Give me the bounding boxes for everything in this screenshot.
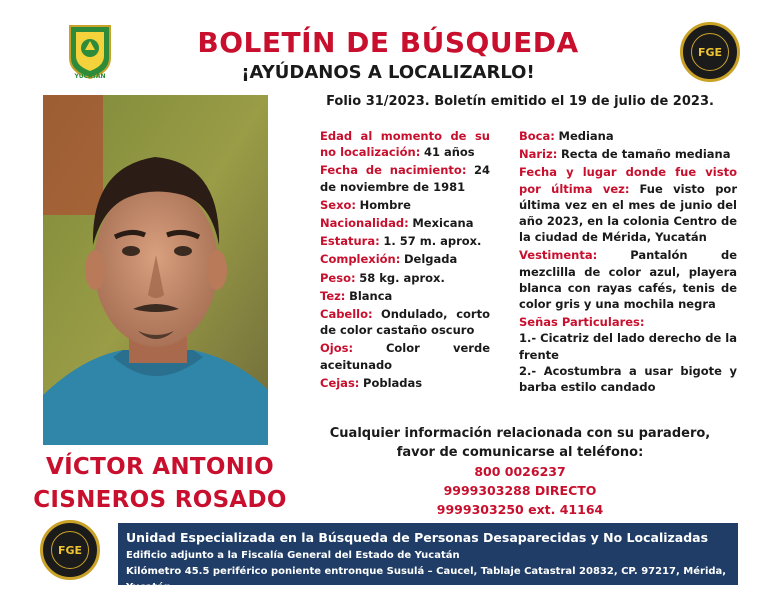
detail-clothing: Vestimenta: Pantalón de mezclilla de color azul, playera blanca con rayas cafés, tenis de color gris y una mochila negra (519, 248, 738, 312)
detail-marks-heading: Señas Particulares: (519, 315, 645, 330)
detail-last-seen: Fecha y lugar donde fue visto por última vez: Fue visto por última vez en el mes de junio del año 2023, en la colonia Centro de la ciudad de Mérida, Yucatán (519, 165, 738, 245)
fge-seal-logo-bottom (40, 520, 100, 580)
person-name-first: VÍCTOR ANTONIO (45, 454, 275, 480)
bulletin-subtitle: ¡AYÚDANOS A LOCALIZARLO! (241, 62, 535, 83)
detail-build: Complexión: Delgada (320, 252, 458, 267)
details-left-column (320, 128, 490, 393)
folio-line: Folio 31/2023. Boletín emitido el 19 de julio de 2023. (326, 94, 714, 109)
footer-address: Kilómetro 45.5 periférico poniente entronque Susulá – Caucel, Tablaje Catastral 20832, CP. 97217, Mérida, Yucatán. (126, 566, 727, 593)
detail-height: Estatura: 1. 57 m. aprox. (320, 234, 482, 249)
detail-mark-1: 1.- Cicatriz del lado derecho de la frente (519, 331, 737, 362)
fge-seal-logo (680, 22, 740, 82)
detail-eyebrows: Cejas: Pobladas (320, 375, 423, 390)
contact-block (300, 424, 740, 519)
fge-seal-bottom-label: FGE (51, 531, 89, 569)
detail-age: Edad al momento de su no localización: 41 años (320, 129, 490, 160)
person-name-last: CISNEROS ROSADO (33, 487, 287, 513)
detail-mouth: Boca: Mediana (519, 129, 614, 143)
footer-unit-name: Unidad Especializada en la Búsqueda de Personas Desaparecidas y No Localizadas (126, 530, 709, 545)
footer-building: Edificio adjunto a la Fiscalía General del Estado de Yucatán (126, 550, 460, 561)
detail-nose: Nariz: Recta de tamaño mediana (519, 147, 731, 162)
contact-phone-1: 800 0026237 (474, 464, 566, 479)
detail-mark-2: 2.- Acostumbra a usar bigote y barba estilo candado (519, 363, 737, 395)
detail-sex: Sexo: Hombre (320, 197, 411, 212)
details-right-column (519, 128, 737, 397)
detail-birthdate: Fecha de nacimiento: 24 de noviembre de 1981 (320, 163, 490, 194)
contact-line-2: favor de comunicarse al teléfono: (396, 445, 644, 460)
detail-weight: Peso: 58 kg. aprox. (320, 270, 445, 285)
crest-label: YUCATÁN (74, 73, 106, 80)
footer-banner (118, 523, 738, 593)
missing-person-photo (43, 95, 268, 445)
detail-nationality: Nacionalidad: Mexicana (320, 216, 474, 231)
bulletin-title: BOLETÍN DE BÚSQUEDA (197, 26, 579, 59)
fge-seal-label: FGE (691, 33, 729, 71)
contact-phone-2: 9999303288 DIRECTO (443, 483, 597, 498)
detail-hair: Cabello: Ondulado, corto de color castaño oscuro (320, 307, 490, 338)
detail-complexion: Tez: Blanca (320, 288, 393, 303)
detail-eyes: Ojos: Color verde aceitunado (320, 341, 491, 372)
contact-phone-3: 9999303250 ext. 41164 (436, 502, 604, 517)
yucatan-crest-logo (66, 24, 114, 82)
contact-line-1: Cualquier información relacionada con su paradero, (329, 426, 711, 441)
